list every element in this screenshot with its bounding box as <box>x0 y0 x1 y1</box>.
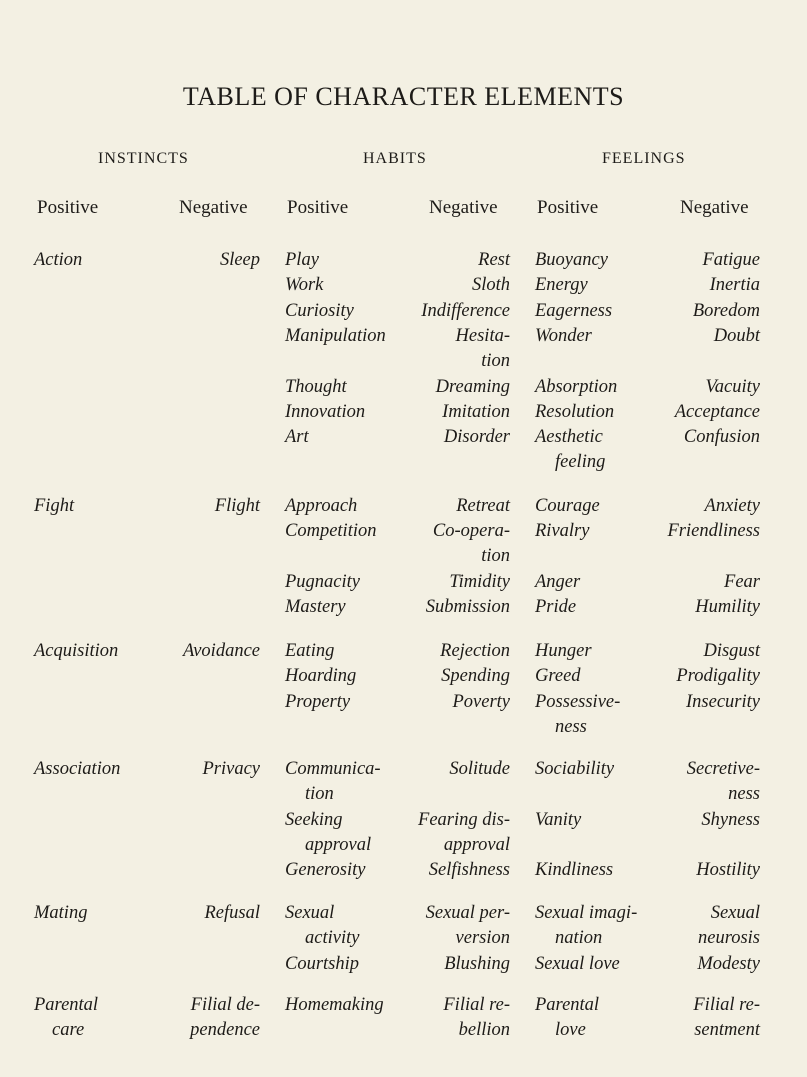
feeling-positive-line: feeling <box>555 452 606 473</box>
habit-negative-line: bellion <box>458 1020 510 1040</box>
instinct-negative <box>190 993 260 1043</box>
habit-negative: Selfishness <box>428 860 510 881</box>
habit-positive <box>285 901 359 951</box>
habit-positive: Courtship <box>285 953 360 974</box>
feeling-positive: Eagerness <box>535 300 613 321</box>
feeling-negative: Confusion <box>683 427 760 448</box>
feeling-positive <box>535 425 605 475</box>
habit-negative-line: Co-opera- <box>432 521 510 542</box>
feeling-negative: Inertia <box>709 275 760 296</box>
feeling-negative: Friendliness <box>667 521 760 542</box>
instinct-negative: Avoidance <box>182 641 260 661</box>
habit-negative: Blushing <box>444 953 510 974</box>
feeling-negative: Fatigue <box>702 250 760 270</box>
habit-positive <box>285 808 371 858</box>
feeling-positive-line: Sexual imagi- <box>535 903 638 923</box>
feeling-negative: Doubt <box>713 325 760 346</box>
subheader-feelings-positive: Positive <box>537 197 599 218</box>
instinct-positive: Action <box>34 250 83 270</box>
habit-positive: Art <box>285 427 309 448</box>
habit-negative <box>426 901 510 951</box>
feeling-positive: Anger <box>535 571 581 592</box>
instinct-positive: Acquisition <box>34 641 119 661</box>
habit-negative <box>456 324 510 374</box>
feeling-negative: Shyness <box>701 809 760 830</box>
feeling-negative-line: Sexual <box>710 903 760 923</box>
habit-positive-line: approval <box>305 834 372 855</box>
feeling-negative-line: ness <box>728 784 760 804</box>
habit-negative-line: Filial re- <box>443 995 510 1015</box>
habit-positive: Curiosity <box>285 300 354 321</box>
habit-negative: Spending <box>441 666 510 687</box>
habit-negative: Retreat <box>456 496 510 516</box>
feeling-positive: Sexual love <box>535 953 620 974</box>
feeling-positive: Sociability <box>535 759 615 779</box>
feeling-negative: Anxiety <box>704 496 760 516</box>
feeling-positive <box>535 690 620 740</box>
habit-negative: Imitation <box>442 401 510 422</box>
feeling-positive-line: ness <box>555 716 587 737</box>
feeling-positive-line: Possessive- <box>535 691 621 712</box>
habit-positive: Hoarding <box>285 666 357 687</box>
feeling-positive <box>535 901 637 951</box>
habit-positive-line: Seeking <box>285 809 343 830</box>
habit-positive-line: Sexual <box>285 903 335 923</box>
habit-positive: Innovation <box>285 401 366 422</box>
habit-negative-line: version <box>455 928 510 948</box>
feeling-positive: Greed <box>535 666 581 687</box>
feeling-negative: Vacuity <box>705 376 760 397</box>
feeling-negative-line: Filial re- <box>693 995 760 1015</box>
habit-negative: Rest <box>478 250 510 270</box>
habit-positive: Generosity <box>285 860 366 881</box>
feeling-negative: Prodigality <box>676 666 760 687</box>
habit-negative: Timidity <box>449 571 510 592</box>
feeling-positive: Vanity <box>535 809 582 830</box>
feeling-negative: Humility <box>695 597 760 618</box>
subheader-feelings-negative: Negative <box>680 197 749 218</box>
page-title: TABLE OF CHARACTER ELEMENTS <box>182 82 625 111</box>
group-header-habits: HABITS <box>363 150 427 167</box>
subheader-habits-negative: Negative <box>429 197 498 218</box>
habit-positive: Homemaking <box>285 995 384 1015</box>
instinct-negative: Refusal <box>204 903 260 923</box>
feeling-negative: Insecurity <box>686 691 760 712</box>
feeling-negative-line: Secretive- <box>686 759 760 779</box>
habit-negative: Submission <box>425 597 510 618</box>
habit-negative <box>433 519 510 569</box>
habit-positive: Mastery <box>285 597 346 618</box>
instinct-negative: Flight <box>214 496 260 516</box>
habit-positive: Property <box>285 691 351 712</box>
instinct-negative-line: pendence <box>190 1020 260 1040</box>
feeling-positive-line: Aesthetic <box>535 427 603 448</box>
feeling-positive-line: nation <box>555 928 603 948</box>
feeling-negative: Boredom <box>692 300 760 321</box>
habit-negative: Dreaming <box>435 376 510 397</box>
habit-negative: Indifference <box>421 300 510 321</box>
feeling-positive-line: love <box>555 1020 586 1040</box>
habit-negative-line: Hesita- <box>455 325 510 346</box>
habit-negative: Rejection <box>440 641 510 661</box>
habit-positive-line: activity <box>305 928 360 948</box>
subheader-habits-positive: Positive <box>287 197 349 218</box>
habit-positive: Pugnacity <box>285 571 361 592</box>
group-header-feelings: FEELINGS <box>602 150 686 167</box>
feeling-positive-line: Parental <box>535 995 600 1015</box>
habit-positive: Play <box>285 250 319 270</box>
feeling-positive: Absorption <box>535 376 618 397</box>
feeling-positive: Energy <box>535 275 588 296</box>
habit-positive: Competition <box>285 521 377 542</box>
feeling-positive <box>535 993 599 1043</box>
habit-negative: Poverty <box>452 691 510 712</box>
instinct-positive <box>34 993 98 1043</box>
feeling-positive: Hunger <box>535 641 592 661</box>
feeling-positive: Buoyancy <box>535 250 608 270</box>
habit-positive <box>285 757 381 807</box>
instinct-positive: Fight <box>34 496 75 516</box>
habit-negative <box>443 993 510 1043</box>
habit-negative-line: Sexual per- <box>425 903 510 923</box>
habit-positive-line: Communica- <box>285 759 381 779</box>
feeling-negative: Acceptance <box>674 401 760 422</box>
subheader-instincts-positive: Positive <box>37 197 99 218</box>
instinct-negative-line: Filial de- <box>190 995 260 1015</box>
instinct-negative: Sleep <box>219 250 260 270</box>
instinct-positive: Mating <box>34 903 88 923</box>
habit-positive: Manipulation <box>285 325 386 346</box>
habit-negative-line: approval <box>443 834 510 855</box>
instinct-negative: Privacy <box>202 759 260 779</box>
feeling-positive: Wonder <box>535 325 592 346</box>
habit-negative: Disorder <box>443 427 510 448</box>
feeling-negative: Fear <box>724 571 760 592</box>
feeling-positive: Kindliness <box>535 860 614 881</box>
instinct-positive-line: care <box>52 1020 85 1040</box>
feeling-positive: Pride <box>535 597 577 618</box>
instinct-positive-line: Parental <box>34 995 99 1015</box>
habit-negative: Sloth <box>471 275 510 296</box>
feeling-negative <box>698 901 760 951</box>
feeling-positive: Resolution <box>535 401 615 422</box>
feeling-positive: Rivalry <box>535 521 590 542</box>
habit-negative-line: tion <box>481 350 510 371</box>
habit-positive-line: tion <box>305 784 334 804</box>
feeling-negative: Hostility <box>696 860 760 881</box>
habit-positive: Work <box>285 275 324 296</box>
habit-positive: Approach <box>285 496 358 516</box>
feeling-negative: Modesty <box>697 953 760 974</box>
feeling-negative-line: sentment <box>694 1020 760 1040</box>
feeling-negative <box>693 993 760 1043</box>
habit-negative-line: Fearing dis- <box>418 809 510 830</box>
feeling-negative: Disgust <box>703 641 760 661</box>
instinct-positive: Association <box>34 759 121 779</box>
feeling-negative-line: neurosis <box>697 928 760 948</box>
habit-positive: Eating <box>285 641 335 661</box>
habit-negative-line: tion <box>481 546 510 567</box>
habit-positive: Thought <box>285 376 347 397</box>
habit-negative: Solitude <box>449 759 510 779</box>
group-header-instincts: INSTINCTS <box>98 150 189 167</box>
subheader-instincts-negative: Negative <box>179 197 248 218</box>
habit-negative <box>418 808 510 858</box>
feeling-negative <box>687 757 760 807</box>
feeling-positive: Courage <box>535 496 600 516</box>
